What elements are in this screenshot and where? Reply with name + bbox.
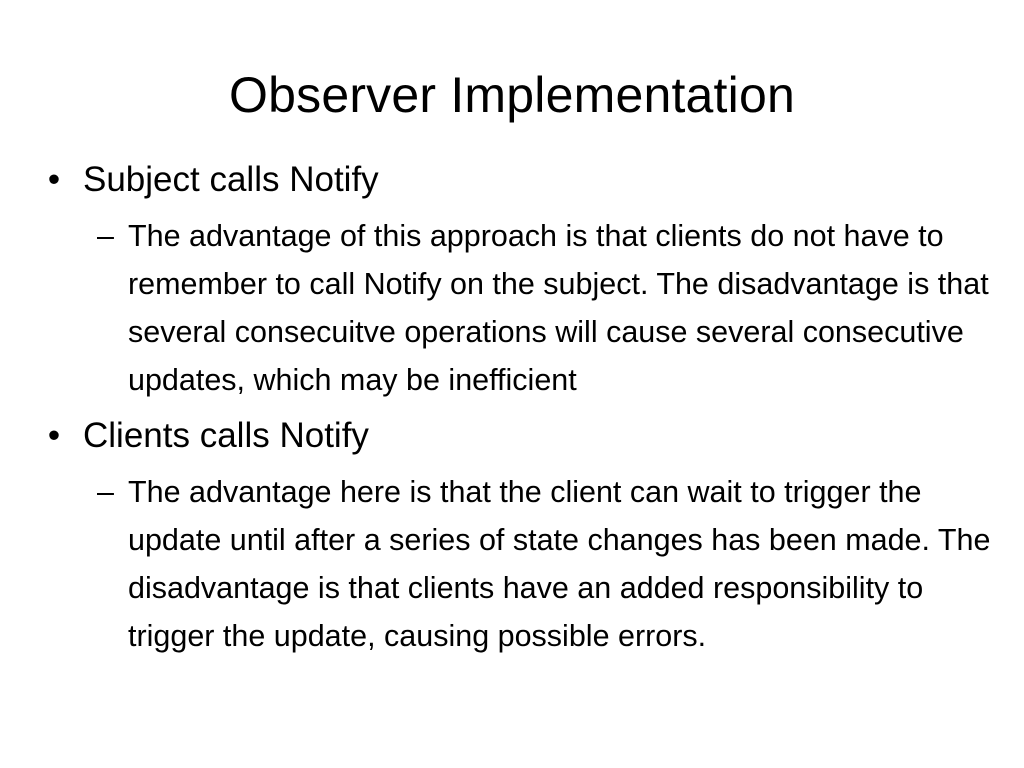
bullet-text: Clients calls Notify <box>83 416 369 455</box>
sub-bullet-item <box>89 468 1004 660</box>
slide-title: Observer Implementation <box>229 67 795 123</box>
sub-bullet-text: The advantage here is that the client can wait to trigger the update until after a series of state changes has been made. The disadvantage is that clients have an added responsibility to trigger the update, causing possible errors. <box>128 475 991 653</box>
sub-bullet-text: The advantage of this approach is that clients do not have to remember to call Notify on the subject. The disadvantage is that several consecuitve operations will cause several consecutive updates, which may be inefficient <box>128 219 989 397</box>
bullet-icon: • <box>47 416 61 455</box>
bullet-list <box>44 152 1004 664</box>
bullet-item <box>44 408 1004 464</box>
bullet-item <box>44 152 1004 208</box>
dash-icon: – <box>97 219 114 253</box>
bullet-icon: • <box>47 160 61 199</box>
bullet-text: Subject calls Notify <box>83 160 379 199</box>
sub-bullet-item <box>89 212 1004 404</box>
dash-icon: – <box>97 475 114 509</box>
